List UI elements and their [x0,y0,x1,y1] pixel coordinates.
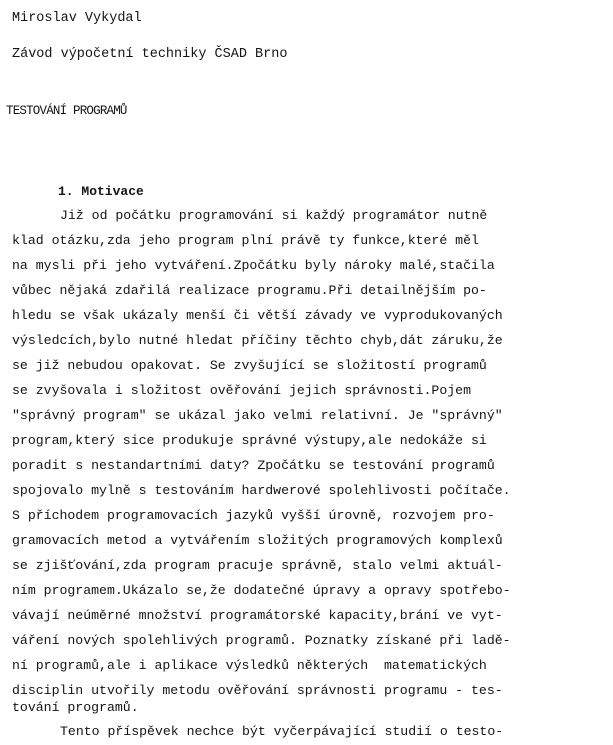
body-line: hledu se však ukázaly menší či větší závady ve vyprodukovaných [12,308,503,323]
body-line: gramovacích metod a vytvářením složitých programových komplexů [12,533,503,548]
body-line: ním programem.Ukázalo se,že dodatečné úpravy a opravy spotřebo- [12,583,511,598]
body-line: spojovalo mylně s testováním hardwerové spolehlivosti počítače. [12,483,511,498]
affiliation: Závod výpočetní techniky ČSAD Brno [12,47,288,62]
body-line: "správný program" se ukázal jako velmi relativní. Je "správný" [12,408,503,423]
body-line: vůbec nějaká zdařilá realizace programu.Při detailnějším po- [12,283,487,298]
body-line: Tento příspěvek nechce být vyčerpávající studií o testo- [60,724,504,739]
body-line: se zvyšovala i složitost ověřování jejich správnosti.Pojem [12,383,471,398]
section-heading: 1. Motivace [58,184,144,199]
body-line: výsledcích,bylo nutné hledat příčiny těchto chyb,dát záruku,že [12,333,503,348]
body-line: disciplin utvořily metodu ověřování správnosti programu - tes- [12,683,503,698]
body-line: ní programů,ale i aplikace výsledků některých matematických [12,658,487,673]
body-line: vávají neúměrné množství programátorské kapacity,brání ve vyt- [12,608,503,623]
body-line: se zjišťování,zda program pracuje správně, stalo velmi aktuál- [12,558,503,573]
body-line: program,který sice produkuje správné výstupy,ale nedokáže si [12,433,487,448]
body-line: S příchodem programovacích jazyků vyšší úrovně, rozvojem pro- [12,508,495,523]
body-line: na mysli při jeho vytváření.Zpočátku byly nároky malé,stačila [12,258,495,273]
body-line: Již od počátku programování si každý programátor nutně [60,208,488,223]
body-line: poradit s nestandartními daty? Zpočátku se testování programů [12,458,495,473]
body-line: váření nových spolehlivých programů. Poznatky získané při ladě- [12,633,511,648]
author-name: Miroslav Vykydal [12,11,142,26]
body-line: klad otázku,zda jeho program plní právě ty funkce,které měl [12,233,479,248]
body-line: tování programů. [12,700,139,715]
body-line: se již nebudou opakovat. Se zvyšující se složitostí programů [12,358,487,373]
document-title: TESTOVÁNÍ PROGRAMŮ [6,104,127,118]
